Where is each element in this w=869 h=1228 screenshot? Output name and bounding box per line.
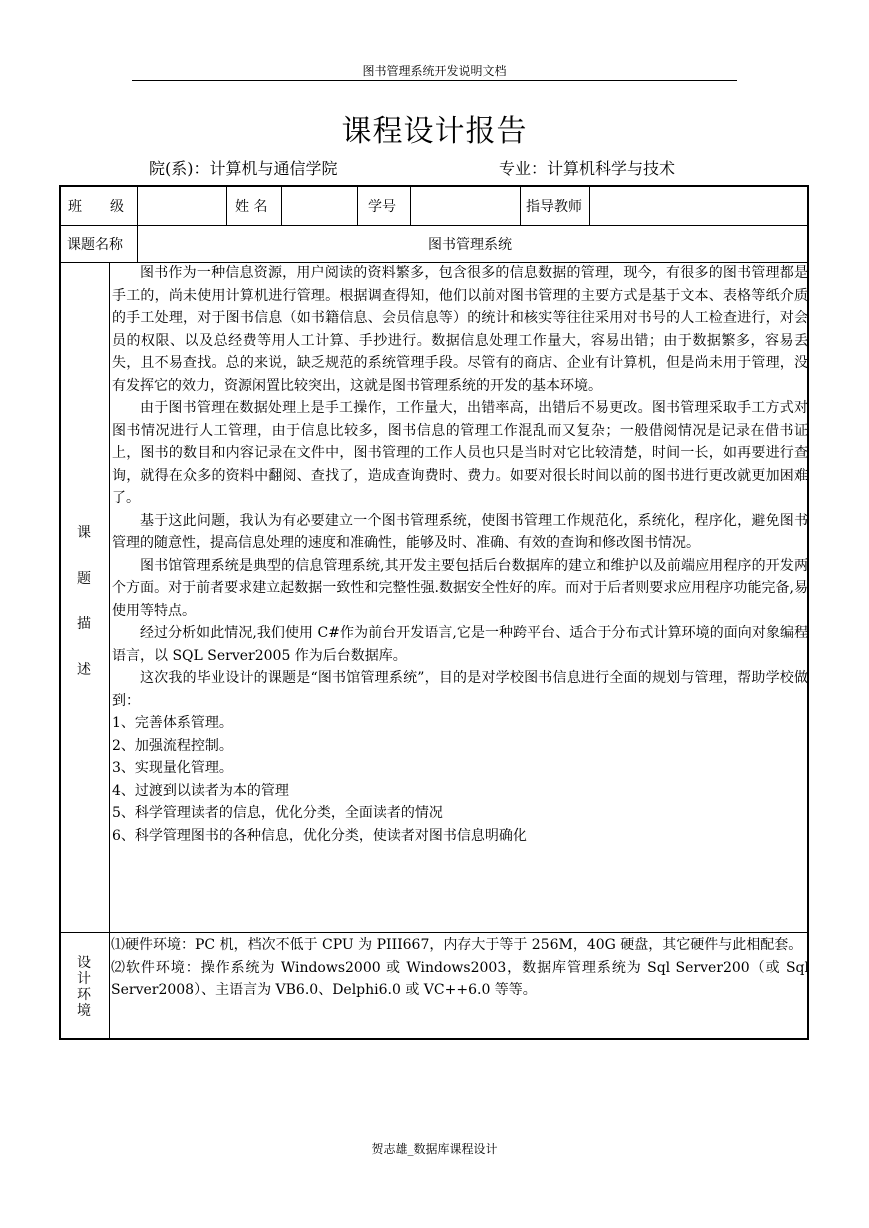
table-col-rule bbox=[410, 186, 411, 225]
table-col-rule bbox=[357, 186, 358, 225]
desc-label-char: 描 bbox=[77, 616, 91, 632]
env-label-char: 设 bbox=[77, 955, 91, 971]
table-rule-row3 bbox=[60, 932, 808, 933]
running-header: 图书管理系统开发说明文档 bbox=[362, 64, 507, 78]
desc-label-char: 述 bbox=[77, 662, 91, 678]
env-label-char: 环 bbox=[77, 987, 91, 1003]
description-paragraph: 这次我的毕业设计的课题是“图书馆管理系统”，目的是对学校图书信息进行全面的规划与管理，帮助学校做到： bbox=[112, 670, 808, 709]
table-col-rule bbox=[226, 186, 227, 225]
env-label-char: 计 bbox=[77, 971, 91, 987]
header-rule bbox=[132, 80, 737, 81]
page-title: 课程设计报告 bbox=[341, 114, 528, 149]
page-footer: 贺志雄_数据库课程设计 bbox=[371, 1142, 498, 1156]
list-item: 3、实现量化管理。 bbox=[112, 760, 233, 776]
table-col-rule bbox=[281, 186, 282, 225]
table-col-rule bbox=[137, 186, 138, 262]
table-col-rule bbox=[520, 186, 521, 225]
environment-line: ⑵软件环境：操作系统为 Windows2000 或 Windows2003，数据库管理系统为 Sql Server200（或 Sql Server2008）、主语言为 VB6.0、Delphi6.0 或 VC++6.0 等等。 bbox=[111, 959, 809, 998]
list-item: 6、科学管理图书的各种信息，优化分类，使读者对图书信息明确化 bbox=[112, 827, 527, 844]
list-item: 5、科学管理读者的信息，优化分类，全面读者的情况 bbox=[112, 805, 443, 821]
description-paragraph: 图书馆管理系统是典型的信息管理系统,其开发主要包括后台数据库的建立和维护以及前端应用程序的开发两个方面。对于前者要求建立起数据一致性和完整性强.数据安全性好的库。而对于后者则要求应用程序功能完备,易使用等特点。 bbox=[112, 557, 808, 619]
desc-label-char: 题 bbox=[77, 571, 91, 587]
table-rule-row1 bbox=[60, 225, 808, 226]
list-item: 2、加强流程控制。 bbox=[112, 737, 233, 754]
description-paragraph: 由于图书管理在数据处理上是手工操作，工作量大，出错率高，出错后不易更改。图书管理采取手工方式对图书情况进行人工管理，由于信息比较多，图书信息的管理工作混乱而又复杂；一般借阅情况是记录在借书证上，图书的数目和内容记录在文件中，图书管理的工作人员也只是当时对它比较清楚，时间一长，如再要进行查询，就得在众多的资料中翻阅、查找了，造成查询费时、费力。如要对很长时间以前的图书进行更改就更加困难了。 bbox=[112, 400, 808, 506]
description-paragraph: 基于这此问题，我认为有必要建立一个图书管理系统，使图书管理工作规范化，系统化，程序化，避免图书管理的随意性，提高信息处理的速度和准确性，能够及时、准确、有效的查询和修改图书情况。 bbox=[112, 512, 808, 551]
advisor-label: 指导教师 bbox=[526, 199, 582, 215]
major-label: 专业：计算机科学与技术 bbox=[499, 159, 676, 178]
topic-label: 课题名称 bbox=[67, 237, 123, 253]
name-label: 姓 名 bbox=[235, 199, 268, 215]
description-paragraph: 经过分析如此情况,我们使用 C#作为前台开发语言,它是一种跨平台、适合于分布式计算环境的面向对象编程语言，以 SQL Server2005 作为后台数据库。 bbox=[112, 625, 808, 664]
desc-label-char: 课 bbox=[77, 525, 91, 541]
list-item: 4、过渡到以读者为本的管理 bbox=[112, 782, 289, 799]
class-label: 班 级 bbox=[68, 199, 124, 215]
list-item: 1、完善体系管理。 bbox=[112, 715, 233, 731]
student-id-label: 学号 bbox=[368, 199, 396, 215]
table-col-rule bbox=[109, 262, 110, 1038]
design-environment bbox=[111, 934, 809, 1002]
topic-description bbox=[112, 262, 808, 847]
env-label-char: 境 bbox=[77, 1003, 91, 1019]
topic-value: 图书管理系统 bbox=[428, 237, 512, 253]
table-col-rule bbox=[589, 186, 590, 225]
department-label: 院(系)：计算机与通信学院 bbox=[149, 159, 338, 178]
environment-line: ⑴硬件环境：PC 机，档次不低于 CPU 为 PIII667，内存大于等于 256M，40G 硬盘，其它硬件与此相配套。 bbox=[111, 937, 803, 953]
description-paragraph: 图书作为一种信息资源，用户阅读的资料繁多，包含很多的信息数据的管理，现今，有很多的图书管理都是手工的，尚未使用计算机进行管理。根据调查得知，他们以前对图书管理的主要方式是基于文本、表格等纸介质的手工处理，对于图书信息（如书籍信息、会员信息等）的统计和核实等往往采用对书号的人工检查进行，对会员的权限、以及总经费等用人工计算、手抄进行。数据信息处理工作量大，容易出错；由于数据繁多，容易丢失，且不易查找。总的来说，缺乏规范的系统管理手段。尽管有的商店、企业有计算机，但是尚未用于管理，没有发挥它的效力，资源闲置比较突出，这就是图书管理系统的开发的基本环境。 bbox=[112, 265, 808, 394]
